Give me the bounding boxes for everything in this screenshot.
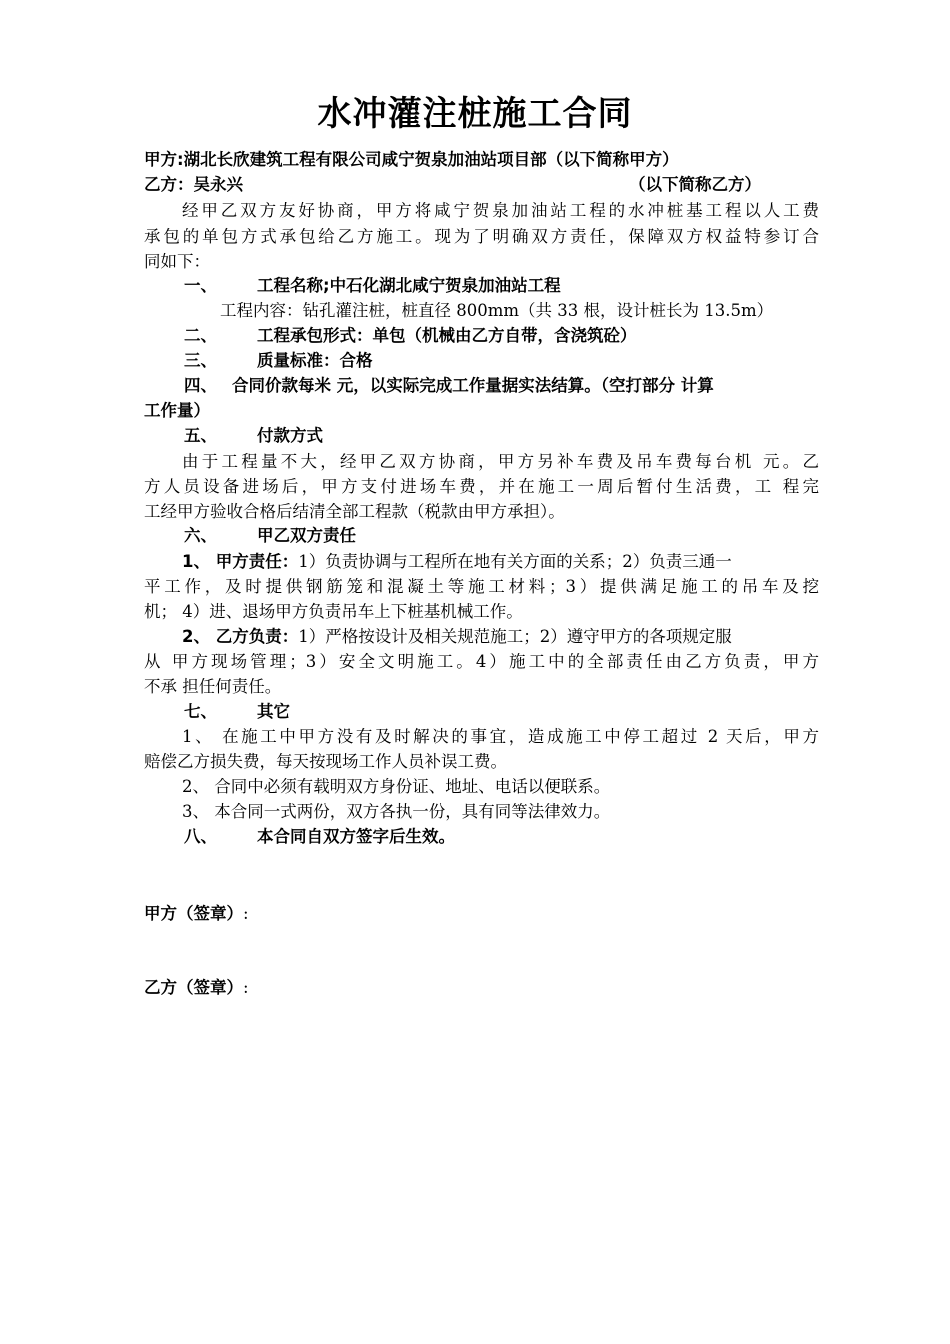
section-7-title: 其它 xyxy=(257,702,290,721)
section-6-item-2 xyxy=(144,627,819,647)
party-a-duty-first: 1）负责协调与工程所在地有关方面的关系；2）负责三通一 xyxy=(298,552,732,571)
section-3-number: 三、 xyxy=(184,351,217,370)
section-7-item-1-cont: 赔偿乙方损失费，每天按现场工作人员补误工费。 xyxy=(144,752,507,771)
section-5-line-3: 工经甲方验收合格后结清全部工程款（税款由甲方承担）。 xyxy=(144,502,565,521)
party-b-duty-label: 2、 乙方负责： xyxy=(182,627,299,646)
party-b-signature-label: 乙方（签章） xyxy=(144,978,243,997)
party-a-line: 甲方:湖北长欣建筑工程有限公司咸宁贺泉加油站项目部（以下简称甲方） xyxy=(144,150,679,169)
section-8-number: 八、 xyxy=(184,827,217,846)
section-2-title: 工程承包形式：单包（机械由乙方自带，含浇筑砼） xyxy=(257,326,637,345)
section-1-number: 一、 xyxy=(184,276,217,295)
party-a-signature xyxy=(144,904,819,924)
party-b-line xyxy=(144,175,819,195)
party-b-signature xyxy=(144,978,819,998)
section-2-number: 二、 xyxy=(184,326,217,345)
page-title: 水冲灌注桩施工合同 xyxy=(317,94,633,134)
section-7-item-3: 3、 本合同一式两份，双方各执一份，具有同等法律效力。 xyxy=(182,802,611,821)
section-3-title: 质量标准：合格 xyxy=(257,351,373,370)
section-6-title: 甲乙双方责任 xyxy=(257,526,356,545)
section-5-line-2: 方人员设备进场后，甲方支付进场车费，并在施工一周后暂付生活费，工 程完 xyxy=(144,477,819,496)
party-b-name: 乙方：吴永兴 xyxy=(144,175,243,194)
section-5-line-1: 由于工程量不大，经甲乙双方协商，甲方另补车费及吊车费每台机 元。乙 xyxy=(182,452,819,471)
section-1-content: 工程内容：钻孔灌注桩，桩直径 800mm（共 33 根，设计桩长为 13.5m） xyxy=(220,301,774,320)
section-4-text: 合同价款每米 元，以实际完成工作量据实法结算。（空打部分 计算 xyxy=(232,376,714,395)
party-b-duty-first: 1）严格按设计及相关规范施工；2）遵守甲方的各项规定服 xyxy=(298,627,732,646)
section-7-number: 七、 xyxy=(184,702,217,721)
intro-line-1: 经甲乙双方友好协商，甲方将咸宁贺泉加油站工程的水冲桩基工程以人工费 xyxy=(182,201,819,220)
section-7-item-2: 2、 合同中必须有载明双方身份证、地址、电话以便联系。 xyxy=(182,777,611,796)
party-a-duty-label: 1、 甲方责任： xyxy=(182,552,299,571)
intro-line-2: 承包的单包方式承包给乙方施工。现为了明确双方责任，保障双方权益特参订合 xyxy=(144,227,819,246)
section-6-number: 六、 xyxy=(184,526,217,545)
section-4-text-cont: 工作量） xyxy=(144,401,210,420)
party-b-signature-colon: : xyxy=(243,978,249,997)
party-a-duty-line-3: 机； 4）进、退场甲方负责吊车上下桩基机械工作。 xyxy=(144,602,523,621)
intro-line-3: 同如下： xyxy=(144,252,210,271)
section-5-number: 五、 xyxy=(184,426,217,445)
section-8-title: 本合同自双方签字后生效。 xyxy=(257,827,455,846)
party-b-abbr: （以下简称乙方） xyxy=(629,175,761,194)
section-5-title: 付款方式 xyxy=(257,426,323,445)
section-1-title: 工程名称;中石化湖北咸宁贺泉加油站工程 xyxy=(257,276,561,295)
section-7-item-1: 1、 在施工中甲方没有及时解决的事宜，造成施工中停工超过 2 天后，甲方 xyxy=(182,727,819,746)
party-b-duty-line-3: 不承 担任何责任。 xyxy=(144,677,282,696)
party-b-duty-line-2: 从 甲方现场管理；3）安全文明施工。4）施工中的全部责任由乙方负责，甲方 xyxy=(144,652,819,671)
section-6-item-1 xyxy=(144,552,819,572)
section-4-number: 四、 xyxy=(184,376,217,395)
party-a-duty-line-2: 平工作，及时提供钢筋笼和混凝土等施工材料；3）提供满足施工的吊车及挖 xyxy=(144,577,819,596)
party-a-signature-colon: : xyxy=(243,904,249,923)
party-a-signature-label: 甲方（签章） xyxy=(144,904,243,923)
